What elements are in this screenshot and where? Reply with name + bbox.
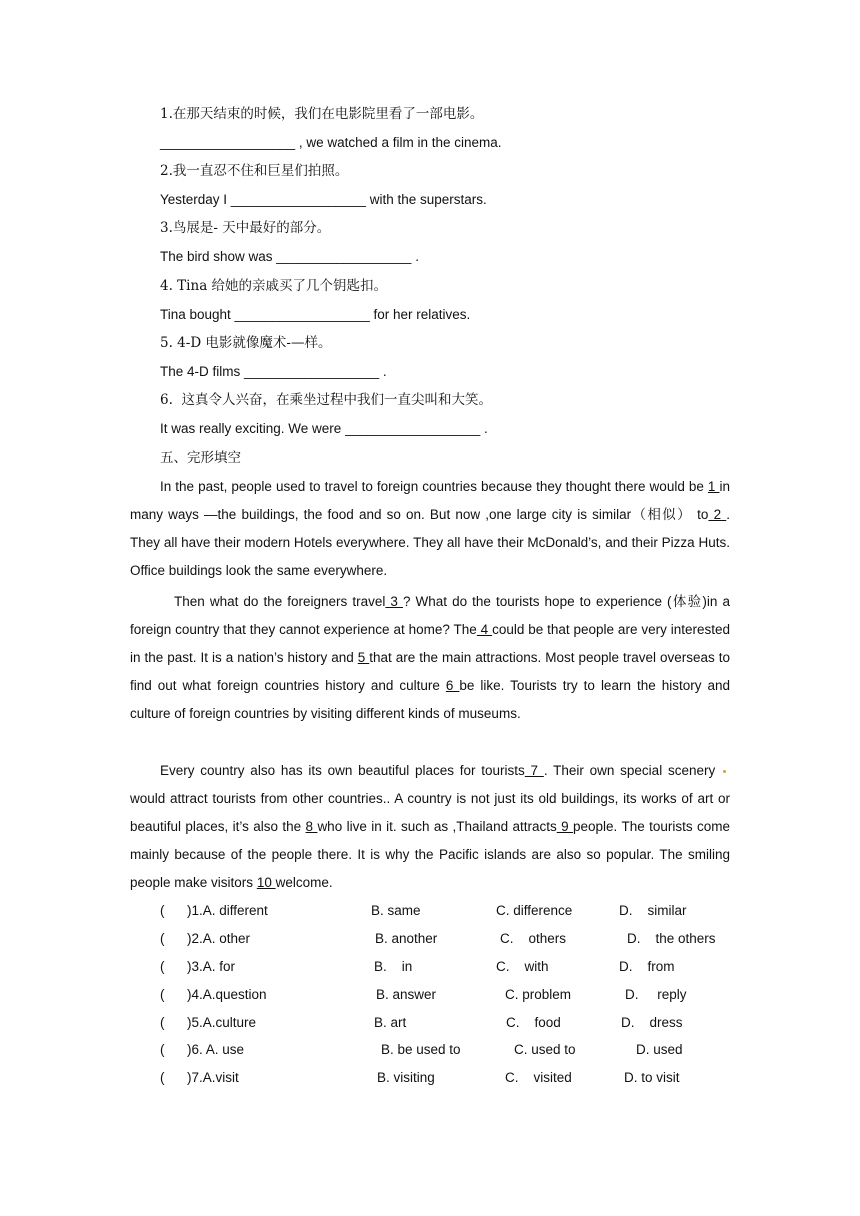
translation-3-english: The bird show was __________________ . bbox=[160, 249, 419, 264]
option-d: D. similar bbox=[619, 903, 687, 918]
option-question: ( )7.A.visit bbox=[160, 1070, 239, 1085]
option-b: B. in bbox=[374, 959, 413, 974]
option-row-3 bbox=[160, 958, 760, 976]
option-d: D. reply bbox=[625, 987, 687, 1002]
blank-1: 1 bbox=[707, 479, 720, 494]
blank-5: 5 bbox=[357, 650, 370, 665]
option-d: D. dress bbox=[621, 1015, 683, 1030]
translation-1-chinese: 1.在那天结束的时候，我们在电影院里看了一部电影。 bbox=[160, 106, 484, 122]
stray-dot-mark bbox=[723, 770, 726, 773]
translation-2-chinese: 2.我一直忍不住和巨星们拍照。 bbox=[160, 163, 349, 179]
translation-6-english: It was really exciting. We were __________________ . bbox=[160, 421, 488, 436]
option-c: C. others bbox=[500, 931, 567, 946]
option-b: B. art bbox=[374, 1015, 407, 1030]
option-c: C. with bbox=[496, 959, 549, 974]
option-b: B. another bbox=[375, 931, 438, 946]
option-row-5 bbox=[160, 1014, 760, 1032]
translation-4-english: Tina bought __________________ for her relatives. bbox=[160, 307, 471, 322]
translation-6-chinese: 6. 这真令人兴奋，在乘坐过程中我们一直尖叫和大笑。 bbox=[160, 392, 492, 408]
passage-paragraph-3: Every country also has its own beautiful places for tourists 7 . Their own special scenery would attract tourists from other countries.. A country is not just its old buildings, its works of art or beautiful places, it’s also the 8 who live in it. such as ,Thailand attracts 9 people. The tourists come mainly because of the people there. It is why the Pacific islands are also so popular. The smiling people make visitors 10 welcome. bbox=[130, 763, 731, 890]
blank-2: 2 bbox=[708, 507, 727, 522]
option-row-1 bbox=[160, 902, 760, 920]
option-row-6 bbox=[160, 1041, 760, 1059]
blank-8: 8 bbox=[305, 819, 318, 834]
option-c: C. used to bbox=[514, 1042, 576, 1057]
option-b: B. answer bbox=[376, 987, 437, 1002]
translation-4-chinese: 4. Tina 给她的亲戚买了几个钥匙扣。 bbox=[160, 278, 388, 294]
option-d: D. the others bbox=[627, 931, 716, 946]
blank-6: 6 bbox=[445, 678, 460, 693]
option-d: D. used bbox=[636, 1042, 683, 1057]
blank-7: 7 bbox=[524, 763, 544, 778]
option-c: C. problem bbox=[505, 987, 572, 1002]
blank-4: 4 bbox=[476, 622, 493, 637]
translation-5-chinese: 5. 4-D 电影就像魔术-—样。 bbox=[160, 335, 332, 351]
option-b: B. be used to bbox=[381, 1042, 461, 1057]
blank-9: 9 bbox=[556, 819, 574, 834]
option-question: ( )1.A. different bbox=[160, 903, 268, 918]
translation-3-chinese: 3.鸟展是- 天中最好的部分。 bbox=[160, 220, 331, 236]
translation-5-english: The 4-D films __________________ . bbox=[160, 364, 387, 379]
option-row-7 bbox=[160, 1069, 760, 1087]
option-c: C. difference bbox=[496, 903, 573, 918]
option-b: B. visiting bbox=[377, 1070, 435, 1085]
blank-3: 3 bbox=[385, 594, 403, 609]
translation-1-english: __________________ , we watched a film in the cinema. bbox=[160, 135, 502, 150]
section-title: 五、完形填空 bbox=[160, 450, 241, 466]
option-question: ( )6. A. use bbox=[160, 1042, 245, 1057]
blank-10: 10 bbox=[256, 875, 276, 890]
option-d: D. from bbox=[619, 959, 675, 974]
option-c: C. food bbox=[506, 1015, 561, 1030]
option-question: ( )4.A.question bbox=[160, 987, 267, 1002]
translation-2-english: Yesterday I __________________ with the superstars. bbox=[160, 192, 487, 207]
option-question: ( )3.A. for bbox=[160, 959, 236, 974]
passage-paragraph-2: Then what do the foreigners travel 3 ? What do the tourists hope to experience (体验)in a foreign country that they cannot experience at home? The 4 could be that people are very interested in the past. It is a nation’s history and 5 that are the main attractions. Most people travel overseas to find out what foreign countries history and culture 6 be like. Tourists try to learn the history and culture of foreign countries by visiting different kinds of museums. bbox=[130, 594, 731, 721]
passage-paragraph-1: In the past, people used to travel to foreign countries because they thought there would be 1 in many ways —the buildings, the food and so on. But now ,one large city is similar（相似） to 2 . They all have their modern Hotels everywhere. They all have their McDonald’s, and their Pizza Huts. Office buildings look the same everywhere. bbox=[130, 479, 730, 578]
option-row-2 bbox=[160, 930, 760, 948]
option-b: B. same bbox=[371, 903, 421, 918]
option-row-4 bbox=[160, 986, 760, 1004]
option-question: ( )2.A. other bbox=[160, 931, 251, 946]
option-d: D. to visit bbox=[624, 1070, 680, 1085]
option-c: C. visited bbox=[505, 1070, 572, 1085]
option-question: ( )5.A.culture bbox=[160, 1015, 257, 1030]
